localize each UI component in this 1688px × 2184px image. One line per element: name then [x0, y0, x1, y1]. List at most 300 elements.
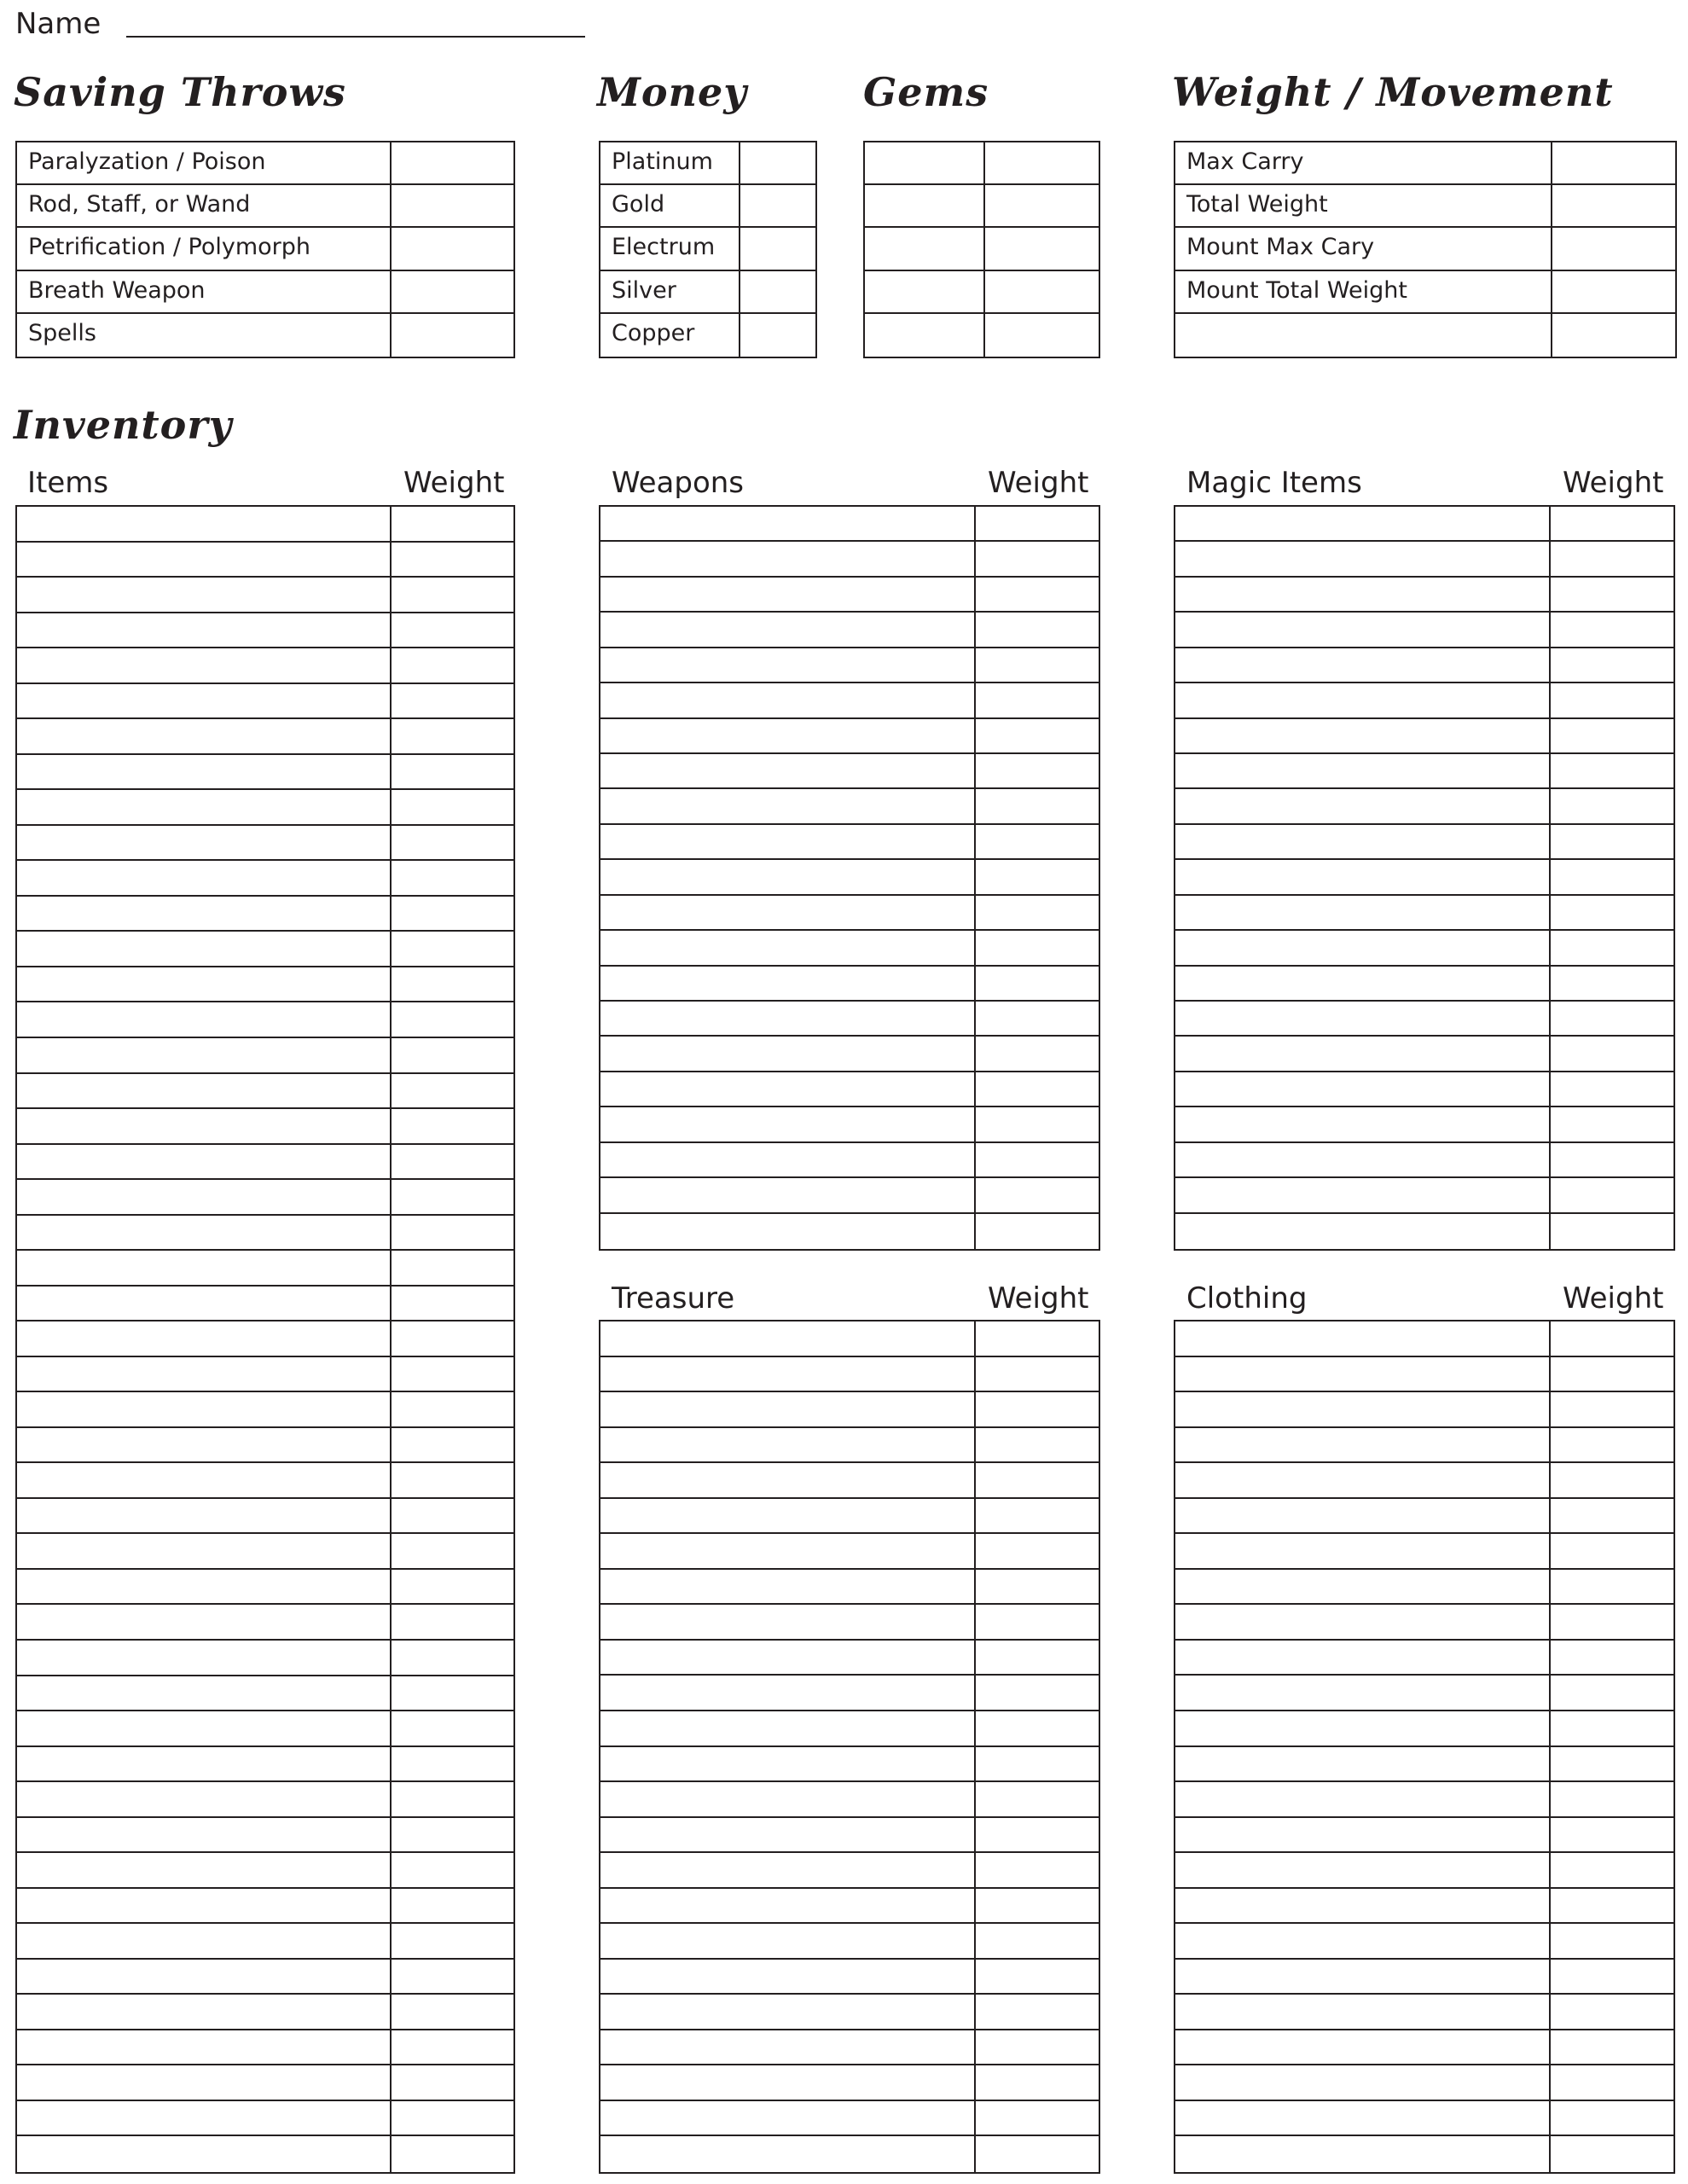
- weapon-weight-field[interactable]: [976, 1072, 1099, 1107]
- magic-item-weight-field[interactable]: [1551, 683, 1673, 718]
- item-name-field[interactable]: [17, 1818, 392, 1854]
- item-name-field[interactable]: [17, 1995, 392, 2030]
- treasure-name-field[interactable]: [600, 1960, 976, 1995]
- weapon-name-field[interactable]: [600, 931, 976, 966]
- item-weight-field[interactable]: [392, 648, 513, 684]
- clothing-name-field[interactable]: [1175, 1499, 1551, 1535]
- clothing-name-field[interactable]: [1175, 2136, 1551, 2172]
- clothing-weight-field[interactable]: [1551, 1782, 1673, 1818]
- gem-value-field[interactable]: [985, 185, 1099, 228]
- magic-item-weight-field[interactable]: [1551, 1037, 1673, 1072]
- weapon-weight-field[interactable]: [976, 789, 1099, 824]
- treasure-name-field[interactable]: [600, 1818, 976, 1854]
- item-name-field[interactable]: [17, 790, 392, 826]
- magic-item-name-field[interactable]: [1175, 648, 1551, 683]
- magic-item-weight-field[interactable]: [1551, 825, 1673, 860]
- treasure-weight-field[interactable]: [976, 1392, 1099, 1428]
- clothing-weight-field[interactable]: [1551, 1534, 1673, 1570]
- weight-movement-value-field[interactable]: [1552, 185, 1675, 228]
- item-weight-field[interactable]: [392, 1321, 513, 1357]
- weapon-name-field[interactable]: [600, 825, 976, 860]
- item-name-field[interactable]: [17, 2101, 392, 2137]
- magic-item-name-field[interactable]: [1175, 719, 1551, 754]
- clothing-name-field[interactable]: [1175, 1889, 1551, 1925]
- item-weight-field[interactable]: [392, 1428, 513, 1464]
- item-name-field[interactable]: [17, 613, 392, 649]
- clothing-name-field[interactable]: [1175, 1428, 1551, 1464]
- item-weight-field[interactable]: [392, 1676, 513, 1712]
- item-name-field[interactable]: [17, 1605, 392, 1641]
- item-weight-field[interactable]: [392, 932, 513, 967]
- weapon-name-field[interactable]: [600, 683, 976, 718]
- magic-item-weight-field[interactable]: [1551, 1002, 1673, 1037]
- item-name-field[interactable]: [17, 1463, 392, 1499]
- magic-item-weight-field[interactable]: [1551, 754, 1673, 789]
- treasure-weight-field[interactable]: [976, 1924, 1099, 1960]
- magic-item-name-field[interactable]: [1175, 1143, 1551, 1178]
- weapon-weight-field[interactable]: [976, 825, 1099, 860]
- clothing-weight-field[interactable]: [1551, 1995, 1673, 2030]
- weapon-weight-field[interactable]: [976, 1178, 1099, 1213]
- magic-item-name-field[interactable]: [1175, 967, 1551, 1002]
- weapon-name-field[interactable]: [600, 613, 976, 648]
- magic-item-name-field[interactable]: [1175, 789, 1551, 824]
- treasure-name-field[interactable]: [600, 1995, 976, 2030]
- item-weight-field[interactable]: [392, 1924, 513, 1960]
- treasure-weight-field[interactable]: [976, 1995, 1099, 2030]
- treasure-weight-field[interactable]: [976, 1499, 1099, 1535]
- weapon-name-field[interactable]: [600, 648, 976, 683]
- item-weight-field[interactable]: [392, 1995, 513, 2030]
- item-name-field[interactable]: [17, 719, 392, 755]
- item-weight-field[interactable]: [392, 1180, 513, 1216]
- item-name-field[interactable]: [17, 932, 392, 967]
- magic-item-weight-field[interactable]: [1551, 1107, 1673, 1142]
- item-name-field[interactable]: [17, 1392, 392, 1428]
- gem-value-field[interactable]: [985, 228, 1099, 270]
- weight-movement-value-field[interactable]: [1552, 142, 1675, 185]
- treasure-name-field[interactable]: [600, 1428, 976, 1464]
- treasure-name-field[interactable]: [600, 1641, 976, 1676]
- clothing-name-field[interactable]: [1175, 1960, 1551, 1995]
- treasure-name-field[interactable]: [600, 1676, 976, 1711]
- money-value-field[interactable]: [740, 142, 815, 185]
- weapon-weight-field[interactable]: [976, 578, 1099, 613]
- magic-item-weight-field[interactable]: [1551, 860, 1673, 895]
- treasure-name-field[interactable]: [600, 1747, 976, 1783]
- item-name-field[interactable]: [17, 1499, 392, 1535]
- weapon-weight-field[interactable]: [976, 683, 1099, 718]
- weight-movement-label: Mount Total Weight: [1175, 271, 1552, 314]
- magic-item-name-field[interactable]: [1175, 825, 1551, 860]
- treasure-weight-field[interactable]: [976, 2101, 1099, 2137]
- treasure-name-field[interactable]: [600, 2101, 976, 2137]
- item-weight-field[interactable]: [392, 1605, 513, 1641]
- clothing-name-field[interactable]: [1175, 2030, 1551, 2066]
- item-weight-field[interactable]: [392, 1216, 513, 1252]
- item-weight-field[interactable]: [392, 755, 513, 791]
- clothing-weight-field[interactable]: [1551, 2136, 1673, 2172]
- clothing-weight-field[interactable]: [1551, 1463, 1673, 1499]
- treasure-weight-field[interactable]: [976, 2030, 1099, 2066]
- weapon-weight-field[interactable]: [976, 1002, 1099, 1037]
- magic-item-name-field[interactable]: [1175, 1107, 1551, 1142]
- magic-item-name-field[interactable]: [1175, 1002, 1551, 1037]
- item-name-field[interactable]: [17, 1747, 392, 1783]
- clothing-weight-field[interactable]: [1551, 1818, 1673, 1854]
- item-weight-field[interactable]: [392, 1038, 513, 1074]
- magic-item-weight-field[interactable]: [1551, 1072, 1673, 1107]
- clothing-name-field[interactable]: [1175, 1321, 1551, 1357]
- treasure-name-field[interactable]: [600, 1853, 976, 1889]
- item-weight-field[interactable]: [392, 1818, 513, 1854]
- item-name-field[interactable]: [17, 1889, 392, 1925]
- item-weight-field[interactable]: [392, 578, 513, 613]
- item-weight-field[interactable]: [392, 826, 513, 862]
- treasure-name-field[interactable]: [600, 1499, 976, 1535]
- item-name-field[interactable]: [17, 1145, 392, 1181]
- item-name-field[interactable]: [17, 507, 392, 543]
- weapon-name-field[interactable]: [600, 896, 976, 931]
- clothing-weight-field[interactable]: [1551, 1641, 1673, 1676]
- item-name-field[interactable]: [17, 1570, 392, 1606]
- weapon-weight-field[interactable]: [976, 1107, 1099, 1142]
- item-name-field[interactable]: [17, 1960, 392, 1995]
- magic-item-weight-field[interactable]: [1551, 719, 1673, 754]
- magic-item-name-field[interactable]: [1175, 1214, 1551, 1249]
- magic-item-name-field[interactable]: [1175, 1072, 1551, 1107]
- item-weight-field[interactable]: [392, 1357, 513, 1393]
- item-name-field[interactable]: [17, 1853, 392, 1889]
- item-name-field[interactable]: [17, 1357, 392, 1393]
- item-name-field[interactable]: [17, 1782, 392, 1818]
- item-name-field[interactable]: [17, 1038, 392, 1074]
- clothing-weight-field[interactable]: [1551, 1428, 1673, 1464]
- treasure-name-field[interactable]: [600, 2065, 976, 2101]
- item-name-field[interactable]: [17, 1002, 392, 1038]
- item-weight-field[interactable]: [392, 1251, 513, 1287]
- treasure-weight-field[interactable]: [976, 1889, 1099, 1925]
- clothing-name-field[interactable]: [1175, 1534, 1551, 1570]
- weapon-name-field[interactable]: [600, 1002, 976, 1037]
- clothing-weight-field[interactable]: [1551, 1676, 1673, 1711]
- weapon-name-field[interactable]: [600, 1107, 976, 1142]
- magic-item-weight-field[interactable]: [1551, 1214, 1673, 1249]
- item-weight-field[interactable]: [392, 684, 513, 720]
- weapon-weight-field[interactable]: [976, 860, 1099, 895]
- weapon-name-field[interactable]: [600, 789, 976, 824]
- item-weight-field[interactable]: [392, 897, 513, 932]
- saving-throw-value-field[interactable]: [392, 185, 513, 228]
- clothing-weight-field[interactable]: [1551, 1889, 1673, 1925]
- weapon-name-field[interactable]: [600, 1178, 976, 1213]
- weapon-name-field[interactable]: [600, 578, 976, 613]
- magic-item-name-field[interactable]: [1175, 578, 1551, 613]
- item-name-field[interactable]: [17, 1534, 392, 1570]
- weapon-weight-field[interactable]: [976, 1037, 1099, 1072]
- magic-item-name-field[interactable]: [1175, 1178, 1551, 1213]
- clothing-name-field[interactable]: [1175, 1747, 1551, 1783]
- treasure-name-field[interactable]: [600, 1534, 976, 1570]
- clothing-name-field[interactable]: [1175, 1995, 1551, 2030]
- weapon-weight-field[interactable]: [976, 1143, 1099, 1178]
- item-name-field[interactable]: [17, 1109, 392, 1145]
- clothing-name-field[interactable]: [1175, 1782, 1551, 1818]
- clothing-name-field[interactable]: [1175, 2101, 1551, 2137]
- clothing-weight-field[interactable]: [1551, 2030, 1673, 2066]
- item-weight-field[interactable]: [392, 543, 513, 578]
- item-weight-field[interactable]: [392, 507, 513, 543]
- treasure-weight-field[interactable]: [976, 2065, 1099, 2101]
- money-value-field[interactable]: [740, 314, 815, 357]
- clothing-name-field[interactable]: [1175, 1676, 1551, 1711]
- item-weight-field[interactable]: [392, 1463, 513, 1499]
- treasure-weight-field[interactable]: [976, 2136, 1099, 2172]
- treasure-weight-field[interactable]: [976, 1711, 1099, 1747]
- weapon-name-field[interactable]: [600, 719, 976, 754]
- clothing-name-field[interactable]: [1175, 1605, 1551, 1641]
- magic-item-name-field[interactable]: [1175, 754, 1551, 789]
- magic-item-weight-field[interactable]: [1551, 931, 1673, 966]
- treasure-weight-field[interactable]: [976, 1321, 1099, 1357]
- item-name-field[interactable]: [17, 1321, 392, 1357]
- clothing-name-field[interactable]: [1175, 1463, 1551, 1499]
- weight-movement-value-field[interactable]: [1552, 228, 1675, 270]
- item-name-field[interactable]: [17, 2136, 392, 2172]
- treasure-name-field[interactable]: [600, 1711, 976, 1747]
- treasure-name-field[interactable]: [600, 1321, 976, 1357]
- item-weight-field[interactable]: [392, 1499, 513, 1535]
- item-weight-field[interactable]: [392, 1392, 513, 1428]
- saving-throw-value-field[interactable]: [392, 314, 513, 357]
- treasure-weight-field[interactable]: [976, 1818, 1099, 1854]
- item-name-field[interactable]: [17, 684, 392, 720]
- treasure-weight-field[interactable]: [976, 1570, 1099, 1606]
- treasure-name-field[interactable]: [600, 1889, 976, 1925]
- clothing-weight-field[interactable]: [1551, 1392, 1673, 1428]
- clothing-weight-field[interactable]: [1551, 1711, 1673, 1747]
- name-field[interactable]: [126, 36, 585, 38]
- saving-throw-value-field[interactable]: [392, 271, 513, 314]
- item-weight-field[interactable]: [392, 967, 513, 1003]
- magic-item-name-field[interactable]: [1175, 683, 1551, 718]
- item-name-field[interactable]: [17, 1711, 392, 1747]
- item-weight-field[interactable]: [392, 2065, 513, 2101]
- item-name-field[interactable]: [17, 1287, 392, 1322]
- treasure-weight-field[interactable]: [976, 1747, 1099, 1783]
- item-weight-field[interactable]: [392, 1002, 513, 1038]
- treasure-name-field[interactable]: [600, 1605, 976, 1641]
- clothing-weight-field[interactable]: [1551, 1321, 1673, 1357]
- treasure-name-field[interactable]: [600, 1782, 976, 1818]
- treasure-weight-field[interactable]: [976, 1605, 1099, 1641]
- item-name-field[interactable]: [17, 1251, 392, 1287]
- treasure-weight-field[interactable]: [976, 1641, 1099, 1676]
- item-weight-field[interactable]: [392, 861, 513, 897]
- magic-item-name-field[interactable]: [1175, 896, 1551, 931]
- clothing-weight-field[interactable]: [1551, 2065, 1673, 2101]
- item-name-field[interactable]: [17, 543, 392, 578]
- weapon-name-field[interactable]: [600, 860, 976, 895]
- treasure-name-field[interactable]: [600, 2030, 976, 2066]
- treasure-name-field[interactable]: [600, 1924, 976, 1960]
- treasure-name-field[interactable]: [600, 1357, 976, 1393]
- treasure-weight-field[interactable]: [976, 1428, 1099, 1464]
- item-name-field[interactable]: [17, 648, 392, 684]
- clothing-name-field[interactable]: [1175, 1924, 1551, 1960]
- treasure-weight-field[interactable]: [976, 1782, 1099, 1818]
- treasure-name-field[interactable]: [600, 1570, 976, 1606]
- weapon-name-field[interactable]: [600, 1072, 976, 1107]
- saving-throw-label: Petrification / Polymorph: [17, 228, 392, 270]
- item-name-field[interactable]: [17, 755, 392, 791]
- clothing-name-field[interactable]: [1175, 1641, 1551, 1676]
- clothing-name-field[interactable]: [1175, 1392, 1551, 1428]
- clothing-weight-field[interactable]: [1551, 1747, 1673, 1783]
- money-value-field[interactable]: [740, 228, 815, 270]
- item-weight-field[interactable]: [392, 1074, 513, 1110]
- clothing-weight-field[interactable]: [1551, 1499, 1673, 1535]
- gem-value-field[interactable]: [985, 314, 1099, 357]
- item-weight-field[interactable]: [392, 1747, 513, 1783]
- item-weight-field[interactable]: [392, 1711, 513, 1747]
- clothing-weight-field[interactable]: [1551, 1570, 1673, 1606]
- weapon-name-field[interactable]: [600, 1214, 976, 1249]
- item-weight-field[interactable]: [392, 719, 513, 755]
- weapon-name-field[interactable]: [600, 754, 976, 789]
- weapon-weight-field[interactable]: [976, 507, 1099, 542]
- clothing-name-field[interactable]: [1175, 1357, 1551, 1393]
- item-weight-field[interactable]: [392, 2101, 513, 2137]
- weapons-column-header: Weapons: [612, 466, 745, 500]
- magic-item-weight-field[interactable]: [1551, 613, 1673, 648]
- magic-item-name-field[interactable]: [1175, 507, 1551, 542]
- item-weight-field[interactable]: [392, 1570, 513, 1606]
- weapon-name-field[interactable]: [600, 1037, 976, 1072]
- weapon-name-field[interactable]: [600, 542, 976, 577]
- weapon-weight-field[interactable]: [976, 648, 1099, 683]
- treasure-name-field[interactable]: [600, 1392, 976, 1428]
- item-weight-field[interactable]: [392, 2030, 513, 2066]
- magic-item-weight-field[interactable]: [1551, 648, 1673, 683]
- treasure-weight-field[interactable]: [976, 1357, 1099, 1393]
- clothing-weight-field[interactable]: [1551, 1960, 1673, 1995]
- treasure-name-field[interactable]: [600, 2136, 976, 2172]
- weight-movement-value-field[interactable]: [1552, 271, 1675, 314]
- item-weight-field[interactable]: [392, 1534, 513, 1570]
- item-name-field[interactable]: [17, 1216, 392, 1252]
- item-weight-field[interactable]: [392, 1960, 513, 1995]
- item-name-field[interactable]: [17, 1428, 392, 1464]
- weapon-name-field[interactable]: [600, 1143, 976, 1178]
- magic-item-weight-field[interactable]: [1551, 578, 1673, 613]
- treasure-weight-field[interactable]: [976, 1853, 1099, 1889]
- item-weight-field[interactable]: [392, 1641, 513, 1676]
- magic-item-weight-field[interactable]: [1551, 896, 1673, 931]
- item-weight-field[interactable]: [392, 790, 513, 826]
- item-weight-field[interactable]: [392, 1853, 513, 1889]
- item-weight-field[interactable]: [392, 1782, 513, 1818]
- money-value-field[interactable]: [740, 271, 815, 314]
- clothing-weight-field[interactable]: [1551, 1924, 1673, 1960]
- item-name-field[interactable]: [17, 967, 392, 1003]
- item-name-field[interactable]: [17, 861, 392, 897]
- gem-value-field[interactable]: [985, 271, 1099, 314]
- clothing-name-field[interactable]: [1175, 1711, 1551, 1747]
- clothing-weight-field[interactable]: [1551, 1357, 1673, 1393]
- item-name-field[interactable]: [17, 1180, 392, 1216]
- clothing-name-field[interactable]: [1175, 1853, 1551, 1889]
- item-weight-field[interactable]: [392, 1145, 513, 1181]
- weapon-weight-field[interactable]: [976, 1214, 1099, 1249]
- item-name-field[interactable]: [17, 826, 392, 862]
- item-name-field[interactable]: [17, 1641, 392, 1676]
- weapon-weight-field[interactable]: [976, 967, 1099, 1002]
- treasure-name-field[interactable]: [600, 1463, 976, 1499]
- clothing-name-field[interactable]: [1175, 2065, 1551, 2101]
- item-name-field[interactable]: [17, 1924, 392, 1960]
- clothing-name-field[interactable]: [1175, 1570, 1551, 1606]
- item-name-field[interactable]: [17, 1074, 392, 1110]
- item-weight-field[interactable]: [392, 1889, 513, 1925]
- weapon-weight-field[interactable]: [976, 754, 1099, 789]
- item-name-field[interactable]: [17, 2065, 392, 2101]
- magic-item-name-field[interactable]: [1175, 931, 1551, 966]
- saving-throw-value-field[interactable]: [392, 228, 513, 270]
- saving-throw-value-field[interactable]: [392, 142, 513, 185]
- item-weight-field[interactable]: [392, 1109, 513, 1145]
- magic-item-weight-field[interactable]: [1551, 542, 1673, 577]
- treasure-weight-field[interactable]: [976, 1676, 1099, 1711]
- weapons-weight-column-header: Weight: [988, 466, 1089, 500]
- item-weight-field[interactable]: [392, 2136, 513, 2172]
- gem-label: [865, 228, 985, 270]
- weapon-weight-field[interactable]: [976, 896, 1099, 931]
- gem-value-field[interactable]: [985, 142, 1099, 185]
- clothing-weight-field[interactable]: [1551, 1853, 1673, 1889]
- magic-item-name-field[interactable]: [1175, 542, 1551, 577]
- magic-item-name-field[interactable]: [1175, 860, 1551, 895]
- money-value-field[interactable]: [740, 185, 815, 228]
- item-name-field[interactable]: [17, 897, 392, 932]
- clothing-weight-field[interactable]: [1551, 2101, 1673, 2137]
- magic-item-name-field[interactable]: [1175, 613, 1551, 648]
- weapon-weight-field[interactable]: [976, 613, 1099, 648]
- treasure-weight-field[interactable]: [976, 1534, 1099, 1570]
- weapon-name-field[interactable]: [600, 967, 976, 1002]
- item-weight-field[interactable]: [392, 613, 513, 649]
- magic-item-weight-field[interactable]: [1551, 967, 1673, 1002]
- weapon-weight-field[interactable]: [976, 719, 1099, 754]
- weapon-weight-field[interactable]: [976, 542, 1099, 577]
- clothing-name-field[interactable]: [1175, 1818, 1551, 1854]
- treasure-weight-field[interactable]: [976, 1463, 1099, 1499]
- magic-item-weight-field[interactable]: [1551, 1178, 1673, 1213]
- item-weight-field[interactable]: [392, 1287, 513, 1322]
- magic-item-weight-field[interactable]: [1551, 507, 1673, 542]
- weapon-name-field[interactable]: [600, 507, 976, 542]
- magic-item-weight-field[interactable]: [1551, 789, 1673, 824]
- clothing-weight-field[interactable]: [1551, 1605, 1673, 1641]
- treasure-weight-field[interactable]: [976, 1960, 1099, 1995]
- weapon-weight-field[interactable]: [976, 931, 1099, 966]
- magic-item-name-field[interactable]: [1175, 1037, 1551, 1072]
- item-name-field[interactable]: [17, 578, 392, 613]
- weight-movement-value-field[interactable]: [1552, 314, 1675, 357]
- magic-item-weight-field[interactable]: [1551, 1143, 1673, 1178]
- item-name-field[interactable]: [17, 1676, 392, 1712]
- item-name-field[interactable]: [17, 2030, 392, 2066]
